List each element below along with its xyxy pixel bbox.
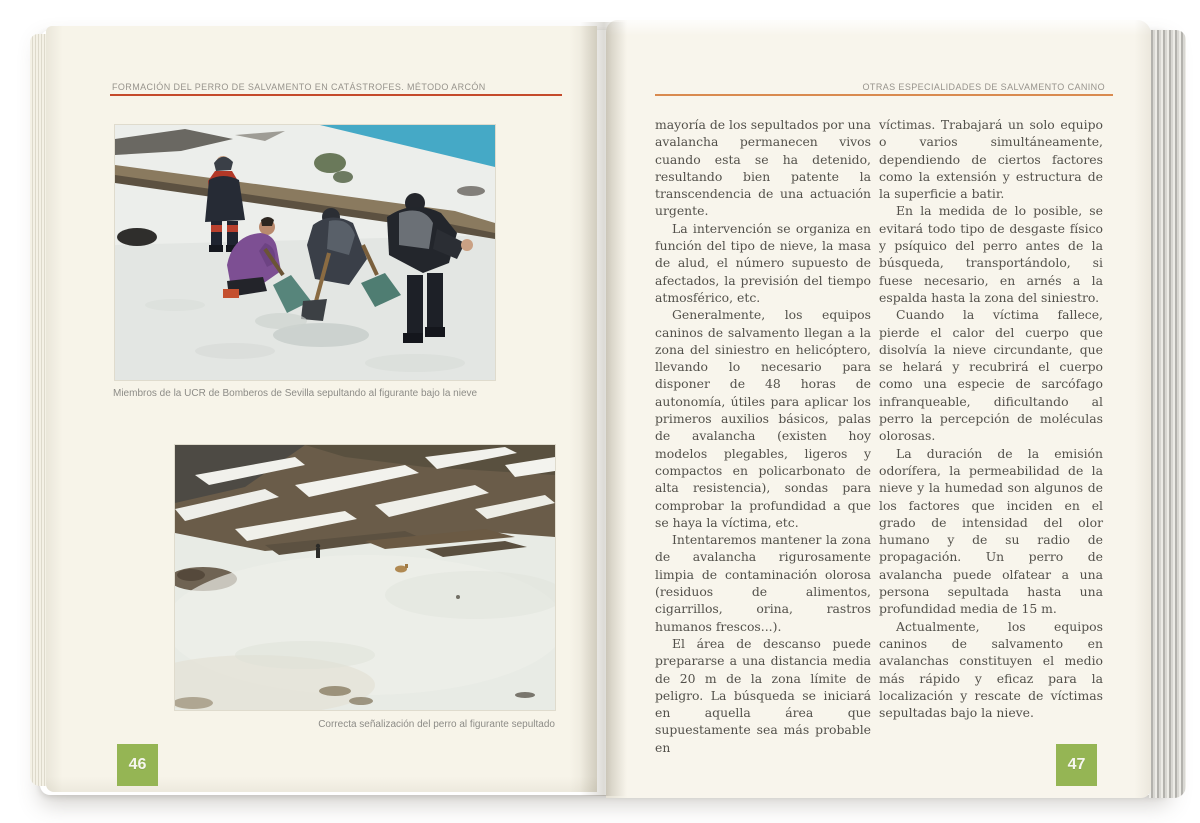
paragraph: La duración de la emisión odorífera, la permeabilidad de la nieve y la humedad son algunos de los factores que inciden en el grado de intensidad del olor humano y de su radio de propagación. Un perro de avalancha puede olfatear a una persona sepultada hasta una profundidad media de 15 m. [879, 445, 1103, 617]
left-header-rule [110, 94, 562, 96]
left-page [46, 26, 597, 792]
photo2-caption: Correcta señalización del perro al figurante sepultado [318, 719, 555, 730]
photo-snow-slope-dog-signal [175, 445, 555, 710]
paragraph: El área de descanso puede prepararse a una distancia media de 20 m de la zona límite de peligro. La búsqueda se iniciará en aquella área que supuestamente sea más probable en [655, 635, 871, 755]
photo1-caption: Miembros de la UCR de Bomberos de Sevilla sepultando al figurante bajo la nieve [113, 388, 478, 399]
page-stack-left-edge [30, 34, 47, 786]
right-page [606, 20, 1151, 798]
right-running-head: OTRAS ESPECIALIDADES DE SALVAMENTO CANINO [862, 82, 1105, 92]
paragraph: víctimas. Trabajará un solo equipo o varios simultáneamente, dependiendo de ciertos factores como la extensión y estructura de la superficie a batir. [879, 117, 1103, 202]
paragraph: La intervención se organiza en función del tipo de nieve, la masa de alud, el número supuesto de afectados, la previsión del tiempo atmosférico, etc. [655, 220, 871, 305]
text-column-1 [655, 116, 871, 756]
page-number-right: 47 [1056, 744, 1097, 786]
rescuers-digging-illustration [115, 125, 495, 380]
page-number-left: 46 [117, 744, 158, 786]
paragraph: Actualmente, los equipos caninos de salvamento en avalanchas constituyen el medio más rápido y eficaz para la localización y rescate de víctimas sepultadas bajo la nieve. [879, 618, 1103, 721]
left-running-head: FORMACIÓN DEL PERRO DE SALVAMENTO EN CATÁSTROFES. MÉTODO ARCÓN [112, 82, 486, 92]
text-column-2 [879, 116, 1103, 721]
photo-rescuers-digging-snow [115, 125, 495, 380]
paragraph: En la medida de lo posible, se evitará todo tipo de desgaste físico y psíquico del perro antes de la búsqueda, transportándolo, si fuese necesario, en arnés a la espalda hasta la zona del siniestro. [879, 203, 1103, 305]
paragraph: Cuando la víctima fallece, pierde el calor del cuerpo que disolvía la nieve circundante, que se helará y recubrirá el cuerpo como una especie de sarcófago infranqueable, dificultando al perro la percepción de moléculas olorosas. [879, 307, 1103, 444]
page-stack-right-edge [1149, 30, 1186, 798]
paragraph: mayoría de los sepultados por una avalancha permanecen vivos cuando esta se ha detenido, resultando bien patente la transcendencia de una actuación urgente. [655, 117, 871, 219]
paragraph: Intentaremos mantener la zona de avalancha rigurosamente limpia de contaminación olorosa (residuos de alimentos, cigarrillos, orina, rastros humanos frescos...). [655, 532, 871, 634]
right-header-rule [655, 94, 1113, 96]
snow-slope-illustration [175, 445, 555, 710]
paragraph: Generalmente, los equipos caninos de salvamento llegan a la zona del siniestro en helicóptero, llevando lo necesario para disponer de 48 horas de autonomía, útiles para aplicar los primeros auxilios básicos, palas de avalancha (existen hoy modelos plegables, ligeros y compactos en policarbonato de alta resistencia), sondas para comprobar la profundidad a que se haya la víctima, etc. [655, 307, 871, 530]
